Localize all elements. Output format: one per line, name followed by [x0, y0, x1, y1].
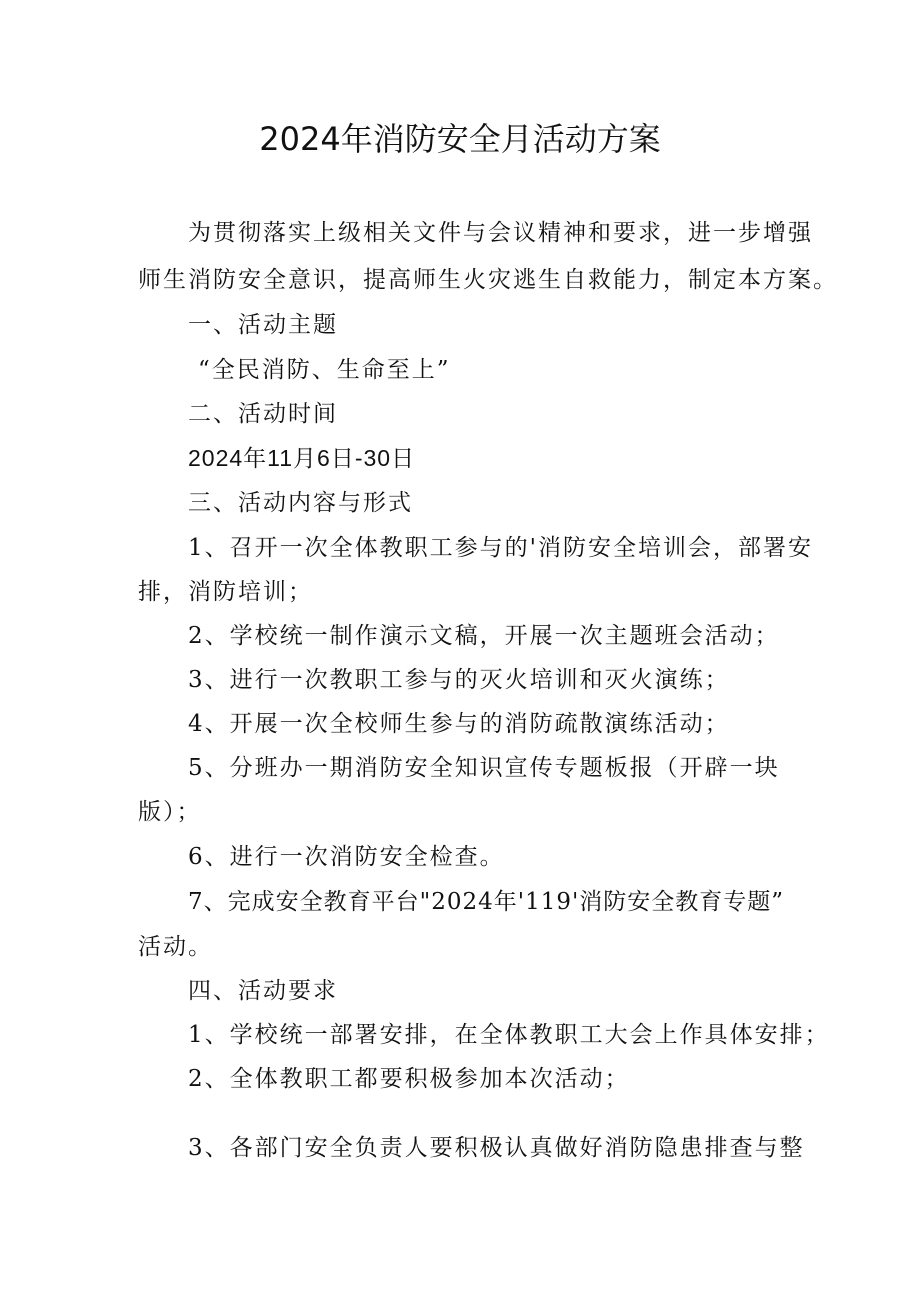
content-item-6: 6、进行一次消防安全检查。 — [188, 844, 505, 870]
requirement-item-2: 2、全体教职工都要积极参加本次活动； — [188, 1066, 630, 1092]
requirement-item-3: 3、各部门安全负责人要积极认真做好消防隐患排查与整 — [188, 1135, 805, 1161]
content-item-2: 2、学校统一制作演示文稿，开展一次主题班会活动； — [188, 623, 780, 649]
content-item-5-line-1: 5、分班办一期消防安全知识宣传专题板报（开辟一块 — [188, 755, 780, 781]
content-item-3: 3、进行一次教职工参与的灭火培训和灭火演练； — [188, 667, 730, 693]
activity-date: 2024年11月6日-30日 — [188, 445, 416, 471]
section-heading-theme: 一、活动主题 — [188, 312, 338, 338]
content-item-1-line-1: 1、召开一次全体教职工参与的'消防安全培训会，部署安 — [188, 535, 813, 561]
document-title: 2024年消防安全月活动方案 — [259, 120, 661, 158]
content-item-1-line-2: 排，消防培训； — [138, 579, 313, 605]
intro-line-2: 师生消防安全意识，提高师生火灾逃生自救能力，制定本方案。 — [138, 267, 838, 293]
theme-slogan: “全民消防、生命至上” — [198, 357, 451, 383]
section-heading-requirements: 四、活动要求 — [188, 978, 338, 1004]
section-heading-time: 二、活动时间 — [188, 401, 338, 427]
content-item-7-line-2: 活动。 — [138, 934, 213, 960]
intro-line-1: 为贯彻落实上级相关文件与会议精神和要求，进一步增强 — [188, 220, 813, 246]
content-item-4: 4、开展一次全校师生参与的消防疏散演练活动； — [188, 711, 730, 737]
content-item-5-line-2: 版）； — [138, 799, 202, 825]
requirement-item-1: 1、学校统一部署安排，在全体教职工大会上作具体安排； — [188, 1022, 830, 1048]
section-heading-content: 三、活动内容与形式 — [188, 490, 413, 516]
content-item-7-line-1: 7、完成安全教育平台"2024年'119'消防安全教育专题” — [188, 889, 785, 915]
